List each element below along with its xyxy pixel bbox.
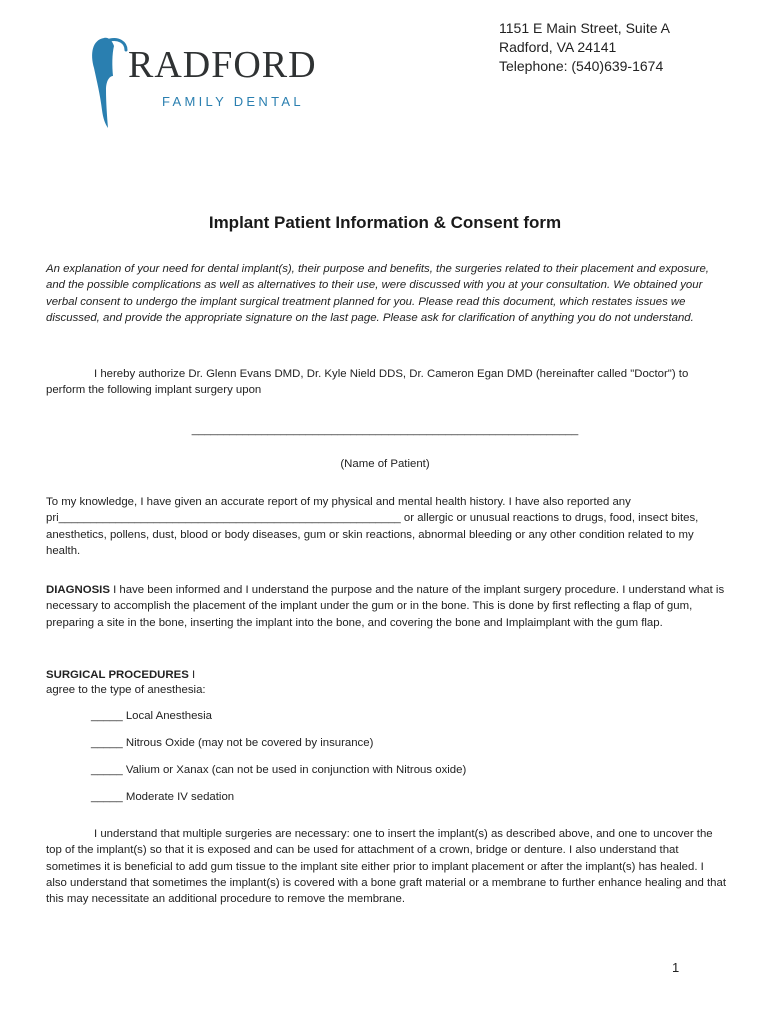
multiple-surgeries-paragraph: I understand that multiple surgeries are necessary: one to insert the implant(s) as described above, and one to uncover the top of the implant(s) so that it is exposed and can be used for attachment of a crown, bridge or denture. I also understand that sometimes it is beneficial to add gum tissue to the implant site either prior to implant placement or after the implant(s) has healed. I also understand that sometimes the implant(s) is covered with a bone graft material or a membrane to further enhance healing and that this may necessitate an additional procedure to remove the membrane. bbox=[46, 828, 727, 906]
anesthesia-option-iv-sedation[interactable]: _____ Moderate IV sedation bbox=[91, 791, 235, 803]
diagnosis-heading: DIAGNOSIS bbox=[46, 584, 110, 596]
authorization-paragraph: I hereby authorize Dr. Glenn Evans DMD, Dr. Kyle Nield DDS, Dr. Cameron Egan DMD (hereinafter called "Doctor") to perform the following implant surgery upon bbox=[46, 368, 689, 397]
logo-subtitle: FAMILY DENTAL bbox=[162, 94, 304, 109]
logo-wordmark: RADFORD bbox=[128, 44, 317, 86]
surgical-procedures-text: agree to the type of anesthesia: bbox=[46, 684, 206, 696]
document-title: Implant Patient Information & Consent form bbox=[208, 213, 562, 232]
intro-paragraph: An explanation of your need for dental implant(s), their purpose and benefits, the surgeries related to their placement and exposure, and the possible complications as well as alternatives to their use, were discussed with you at your consultation. We obtained your verbal consent to undergo the implant surgical treatment planned for you. Please read this document, which restates issues we discussed, and provide the appropriate signature on the last page. Please ask for clarification of anything you do not understand. bbox=[46, 263, 709, 324]
practice-logo bbox=[88, 32, 338, 132]
page-number: 1 bbox=[672, 960, 680, 975]
surgical-procedures-heading: SURGICAL PROCEDURES bbox=[46, 669, 189, 681]
anesthesia-option-nitrous[interactable]: _____ Nitrous Oxide (may not be covered by insurance) bbox=[91, 737, 374, 749]
anesthesia-option-local[interactable]: _____ Local Anesthesia bbox=[91, 710, 212, 722]
tooth-logo-icon bbox=[88, 32, 128, 132]
health-history-paragraph: To my knowledge, I have given an accurate report of my physical and mental health history. I have also reported any pri______________________________________________________ or allergic or unusual reactions to drugs, food, insect bites, anesthetics, pollens, dust, blood or body diseases, gum or skin reactions, abnormal bleeding or any other condition related to my health. bbox=[46, 496, 699, 557]
diagnosis-paragraph bbox=[46, 582, 726, 631]
diagnosis-text: I have been informed and I understand the purpose and the nature of the implant surgery procedure. I understand what is necessary to accomplish the placement of the implant under the gum or in the bone. This is done by first reflecting a flap of gum, preparing a site in the bone, inserting the implant into the bone, and covering the bone and Implaimplant with the gum flap. bbox=[46, 584, 725, 629]
patient-name-caption: (Name of Patient) bbox=[340, 458, 430, 470]
address-street: 1151 E Main Street, Suite A bbox=[499, 20, 670, 36]
surgical-procedures-heading-line bbox=[46, 667, 726, 683]
practice-address bbox=[499, 19, 670, 76]
address-city: Radford, VA 24141 bbox=[499, 39, 617, 55]
anesthesia-option-valium-xanax[interactable]: _____ Valium or Xanax (can not be used in conjunction with Nitrous oxide) bbox=[91, 764, 467, 776]
address-telephone: Telephone: (540)639-1674 bbox=[499, 58, 664, 74]
patient-name-line[interactable]: _____________________________________________________________ bbox=[191, 424, 579, 436]
surgical-procedures-inline: I bbox=[188, 669, 196, 681]
